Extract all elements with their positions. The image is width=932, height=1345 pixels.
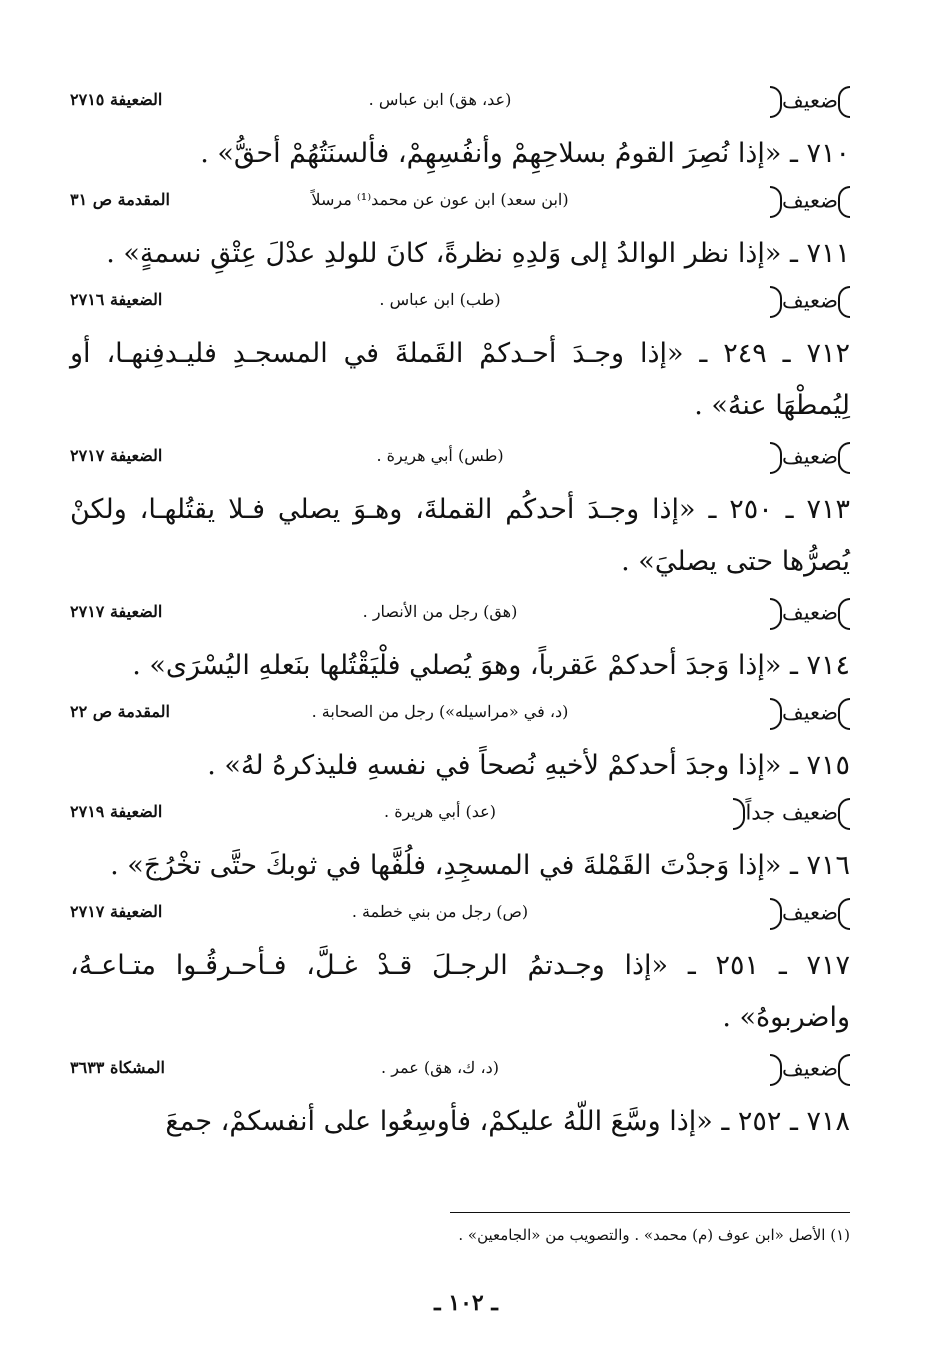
page-body xyxy=(70,82,850,1150)
grade-label: ضعيف xyxy=(770,898,850,930)
source-text: (ابن سعد) ابن عون عن محمد⁽¹⁾ مرسلاً xyxy=(311,190,569,209)
source-text: (طس) أبي هريرة . xyxy=(376,446,504,465)
source-text: (ص) رجل من بني خطمة . xyxy=(351,902,529,921)
hadith-text: ٧١١ ـ «إذا نظر الوالدُ إلى وَلدِهِ نظرةً، كانَ للولدِ عدْلَ عِتْقِ نسمةٍ» . xyxy=(106,238,850,269)
page-number: ـ ١٠٢ ـ xyxy=(434,1290,498,1316)
hadith-text: ٧١٧ ـ ٢٥١ ـ «إذا وجـدتمُ الرجـلَ قـدْ غـلَّ، فـأحـرقُـوا متـاعـهُ، واضربوهُ» . xyxy=(70,950,851,1033)
grade-row xyxy=(70,794,850,838)
grade-label: ضعيف xyxy=(770,1054,850,1086)
grade-label: ضعيف جداً xyxy=(733,798,850,830)
reference-text: الضعيفة ٢٧١٩ xyxy=(70,802,163,821)
source-text: (هق) رجل من الأنصار . xyxy=(362,602,518,621)
grade-row xyxy=(70,594,850,638)
grade-label: ضعيف xyxy=(770,186,850,218)
reference-text: المقدمة ص ٣١ xyxy=(70,190,170,209)
hadith-text: ٧١٦ ـ «إذا وَجدْتَ القَمْلةَ في المسجِدِ، فلُفَّها في ثوبكَ حتَّى تخْرُجَ» . xyxy=(110,850,850,881)
footnote: (١) الأصل «ابن عوف (م) محمد» . والتصويب من «الجامعين» . xyxy=(458,1226,850,1244)
grade-row xyxy=(70,182,850,226)
reference-text: المقدمة ص ٢٢ xyxy=(70,702,170,721)
hadith-text: ٧١٢ ـ ٢٤٩ ـ «إذا وجـدَ أحـدكمْ القَملةَ في المسجـدِ فليـدفِنهـا، أو لِيُمطْهَا عنهُ» . xyxy=(70,338,850,421)
grade-label: ضعيف xyxy=(770,86,850,118)
hadith-text: ٧١٤ ـ «إذا وَجدَ أحدكمْ عَقرباً، وهوَ يُصلي فلْيَقْتُلها بنَعلهِ اليُسْرَى» . xyxy=(132,650,850,681)
source-text: (عد، هق) ابن عباس . xyxy=(368,90,512,109)
source-text: (عد) أبي هريرة . xyxy=(384,802,496,821)
grade-row xyxy=(70,894,850,938)
hadith-text: ٧١٣ ـ ٢٥٠ ـ «إذا وجـدَ أحدكُم القملةَ، وهـوَ يصلي فـلا يقتُلهـا، ولكنْ يُصرُّها حتى يصليَ» . xyxy=(70,494,850,577)
grade-label: ضعيف xyxy=(770,442,850,474)
grade-label: ضعيف xyxy=(770,598,850,630)
hadith-text: ٧١٥ ـ «إذا وجدَ أحدكمْ لأخيهِ نُصحاً في نفسهِ فليذكرهُ لهُ» . xyxy=(207,750,850,781)
grade-row xyxy=(70,438,850,482)
grade-row xyxy=(70,1050,850,1094)
source-text: (د، في «مراسيله») رجل من الصحابة . xyxy=(311,702,569,721)
reference-text: الضعيفة ٢٧١٧ xyxy=(70,446,163,465)
reference-text: الضعيفة ٢٧١٧ xyxy=(70,902,163,921)
reference-text: الضعيفة ٢٧١٦ xyxy=(70,290,163,309)
reference-text: الضعيفة ٢٧١٥ xyxy=(70,90,163,109)
grade-row xyxy=(70,694,850,738)
reference-text: المشكاة ٣٦٣٣ xyxy=(70,1058,165,1077)
grade-label: ضعيف xyxy=(770,698,850,730)
source-text: (طب) ابن عباس . xyxy=(379,290,501,309)
grade-row xyxy=(70,82,850,126)
grade-row xyxy=(70,282,850,326)
footnote-divider xyxy=(450,1212,850,1213)
grade-label: ضعيف xyxy=(770,286,850,318)
hadith-text-continued: ٧١٨ ـ ٢٥٢ ـ «إذا وسَّعَ اللّهُ عليكمْ، فأوسِعُوا على أنفسكمْ، جمعَ xyxy=(165,1106,850,1137)
hadith-text: ٧١٠ ـ «إذا نُصِرَ القومُ بسلاحِهِمْ وأنفُسِهِمْ، فألسنَتُهُمْ أحقُّ» . xyxy=(200,138,850,169)
source-text: (د، ك، هق) عمر . xyxy=(381,1058,499,1077)
reference-text: الضعيفة ٢٧١٧ xyxy=(70,602,163,621)
